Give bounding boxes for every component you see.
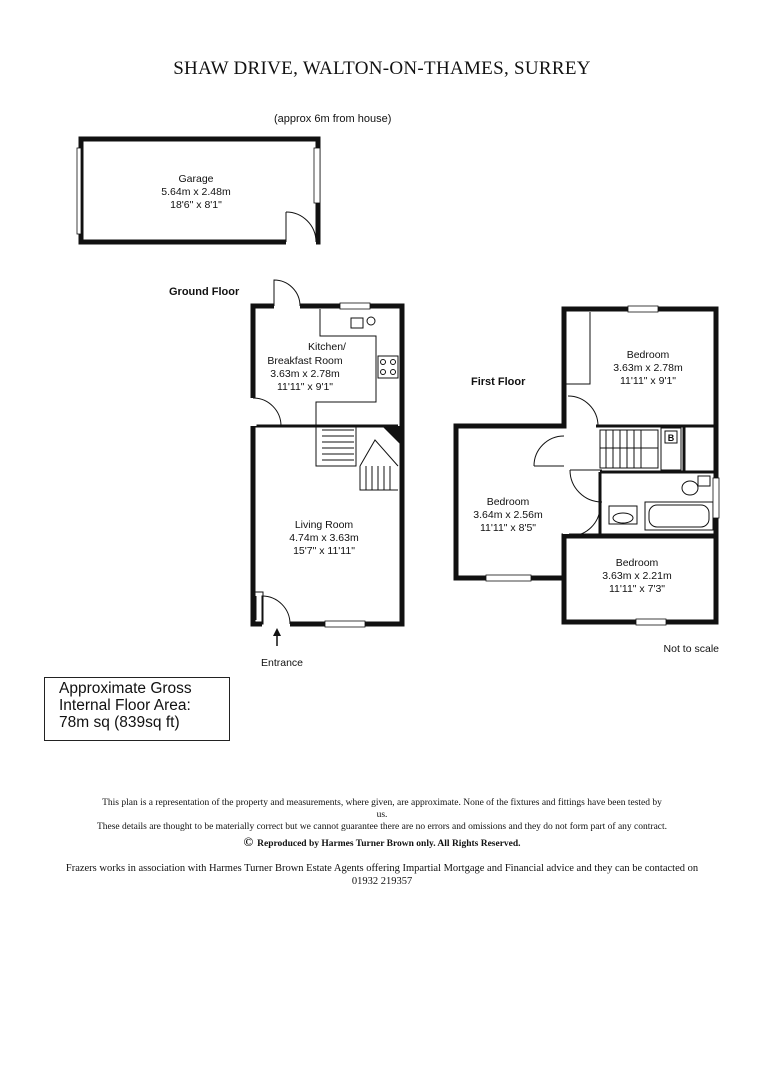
bedroom-top-metric: 3.63m x 2.78m [613, 362, 683, 374]
association-note: Frazers works in association with Harmes Turner Brown Estate Agents offering Impartial Mortgage and Financial advice and they can be contacted on 01932 219357 [65, 863, 699, 887]
boiler-label: B [667, 433, 675, 443]
copyright-icon: © [243, 834, 254, 849]
bedroom-bottom-imperial: 11'11" x 7'3" [608, 583, 666, 595]
entrance-arrow-icon [273, 628, 281, 646]
disclaimer-measurements: This plan is a representation of the property and measurements, where given, are approximate. None of the fixtures and fittings have been tested by us. [102, 798, 662, 820]
living-room-name: Living Room [294, 519, 354, 531]
kitchen-name-line1: Kitchen/ [308, 341, 346, 353]
property-title: SHAW DRIVE, WALTON-ON-THAMES, SURREY [173, 58, 591, 79]
bedroom-left-name: Bedroom [486, 496, 530, 508]
bedroom-left-imperial: 11'11" x 8'5" [479, 522, 537, 534]
ground-floor-plan [169, 280, 402, 669]
entrance-label: Entrance [260, 657, 304, 669]
garage-distance-note: (approx 6m from house) [274, 113, 392, 125]
living-room-imperial: 15'7" x 11'11" [293, 545, 355, 557]
scale-note: Not to scale [663, 643, 719, 655]
area-line3: 78m sq (839sq ft) [59, 714, 180, 731]
kitchen-imperial: 11'11" x 9'1" [276, 381, 334, 393]
kitchen-metric: 3.63m x 2.78m [270, 368, 340, 380]
ground-floor-label: Ground Floor [169, 286, 240, 298]
garage-metric: 5.64m x 2.48m [161, 186, 231, 198]
area-line2: Internal Floor Area: [59, 697, 191, 714]
bedroom-top-imperial: 11'11" x 9'1" [619, 375, 677, 387]
first-floor-label: First Floor [471, 376, 526, 388]
kitchen-name-line2: Breakfast Room [267, 355, 343, 367]
copyright-line [40, 836, 724, 850]
garage-imperial: 18'6" x 8'1" [170, 199, 222, 211]
disclaimer-contract: These details are thought to be materially correct but we cannot guarantee there are no errors and omissions and they do not form part of any contract. [96, 822, 668, 832]
garage-name: Garage [178, 173, 214, 185]
garage-plan [77, 139, 320, 242]
bedroom-bottom-name: Bedroom [615, 557, 659, 569]
bedroom-bottom-metric: 3.63m x 2.21m [602, 570, 672, 582]
first-floor-plan [456, 306, 719, 655]
floor-area-box [44, 677, 230, 741]
living-room-metric: 4.74m x 3.63m [289, 532, 359, 544]
area-line1: Approximate Gross [59, 680, 192, 697]
copyright-text: Reproduced by Harmes Turner Brown only. All Rights Reserved. [257, 839, 521, 849]
bedroom-left-metric: 3.64m x 2.56m [473, 509, 543, 521]
bedroom-top-name: Bedroom [626, 349, 670, 361]
